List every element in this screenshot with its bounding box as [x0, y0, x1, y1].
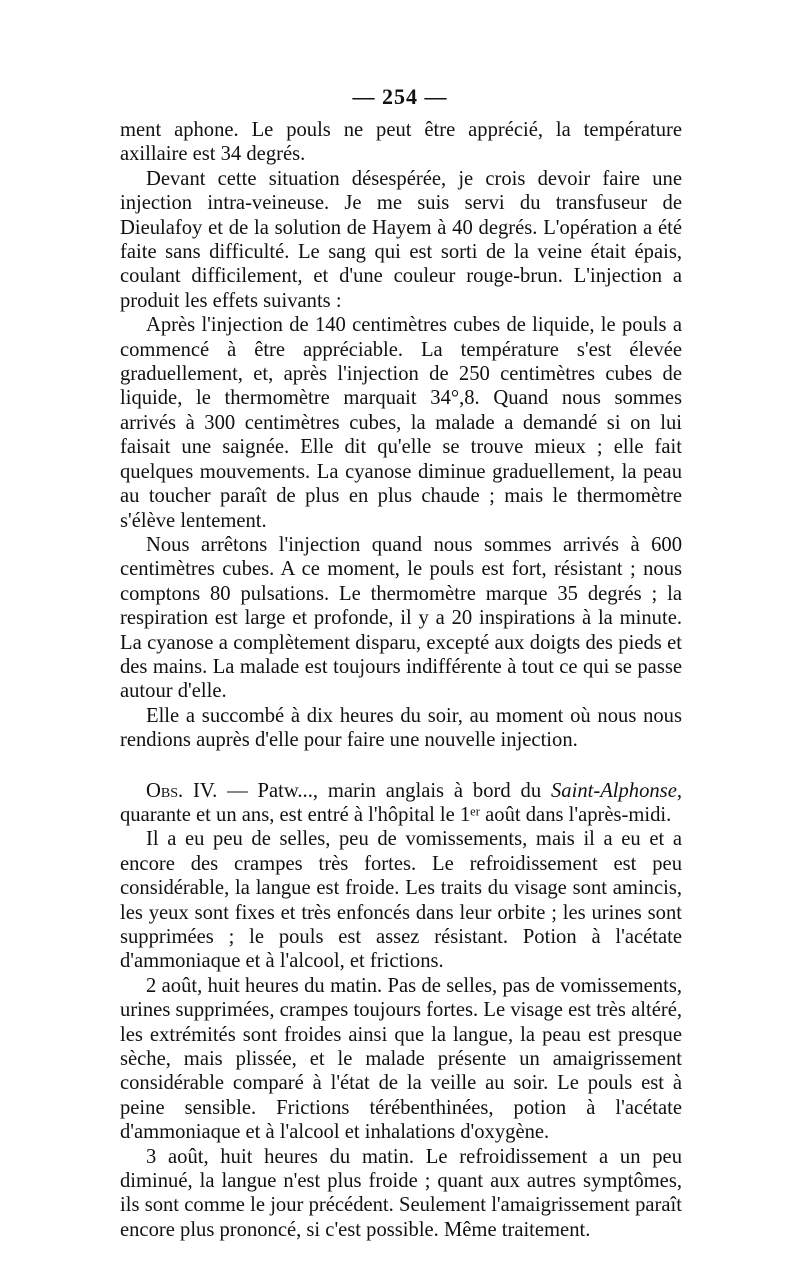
- observation-rest: , quarante et un ans, est entré à l'hôpital le 1ᵉʳ août dans l'après-midi.: [120, 779, 682, 826]
- paragraph: 2 août, huit heures du matin. Pas de selles, pas de vomissements, urines supprimées, crampes toujours fortes. Le visage est très altéré, les extrémités sont froides ainsi que la langue, la peau est presque sèche, mais plissée, et le malade présente un amaigrissement considérable comparé à l'état de la veille au soir. Le pouls est à peine sensible. Frictions térébenthinées, potion à l'acétate d'ammoniaque et à l'alcool et inhalations d'oxygène.: [120, 974, 682, 1144]
- paragraph: Il a eu peu de selles, peu de vomissements, mais il a eu et a encore des crampes très fortes. Le refroidissement est peu considérable, la langue est froide. Les traits du visage sont amincis, les yeux sont fixes et très enfoncés dans leur orbite ; les urines sont supprimées ; le pouls est assez résistant. Potion à l'acétate d'ammoniaque et à l'alcool, et frictions.: [120, 828, 682, 973]
- paragraph: Nous arrêtons l'injection quand nous sommes arrivés à 600 centimètres cubes. A ce moment, le pouls est fort, résistant ; nous comptons 80 pulsations. Le thermomètre marque 35 degrés ; la respiration est large et profonde, il y a 20 inspirations à la minute. La cyanose a complètement disparu, excepté aux doigts des pieds et des mains. La malade est toujours indifférente à tout ce qui se passe autour d'elle.: [120, 533, 682, 703]
- paragraph: ment aphone. Le pouls ne peut être apprécié, la température axillaire est 34 degrés.: [120, 119, 682, 166]
- paragraph: Devant cette situation désespérée, je crois devoir faire une injection intra-veineuse. Je me suis servi du transfuseur de Dieulafoy et de la solution de Hayem à 40 degrés. L'opération a été faite sans difficulté. Le sang qui est sorti de la veine était épais, coulant difficilement, et d'une couleur rouge-brun. L'injection a produit les effets suivants :: [120, 167, 682, 312]
- paragraph: Elle a succombé à dix heures du soir, au moment où nous nous rendions auprès d'elle pour faire une nouvelle injection.: [120, 704, 682, 752]
- page-number: — 254 —: [352, 84, 448, 109]
- observation-intro: — Patw..., marin anglais à bord du: [217, 779, 551, 802]
- paragraph: 3 août, huit heures du matin. Le refroidissement a un peu diminué, la langue n'est plus froide ; quant aux autres symptômes, ils sont comme le jour précédent. Seulement l'amaigrissement paraît encore plus prononcé, si c'est possible. Même traitement.: [120, 1145, 682, 1241]
- paragraph: Après l'injection de 140 centimètres cubes de liquide, le pouls a commencé à être appréciable. La température s'est élevée graduellement, et, après l'injection de 250 centimètres cubes de liquide, le thermomètre marquait 34°,8. Quand nous sommes arrivés à 300 centimètres cubes, la malade a demandé si on lui faisait une saignée. Elle dit qu'elle se trouve mieux ; elle fait quelques mouvements. La cyanose diminue graduellement, la peau au toucher paraît de plus en plus chaude ; mais le thermomètre s'élève lentement.: [120, 314, 682, 532]
- observation-label: Obs. IV.: [146, 779, 218, 802]
- observation-heading-paragraph: [120, 779, 682, 828]
- ship-name: Saint-Alphonse: [551, 779, 677, 802]
- body-text: [120, 118, 682, 1242]
- section-gap: [120, 753, 682, 779]
